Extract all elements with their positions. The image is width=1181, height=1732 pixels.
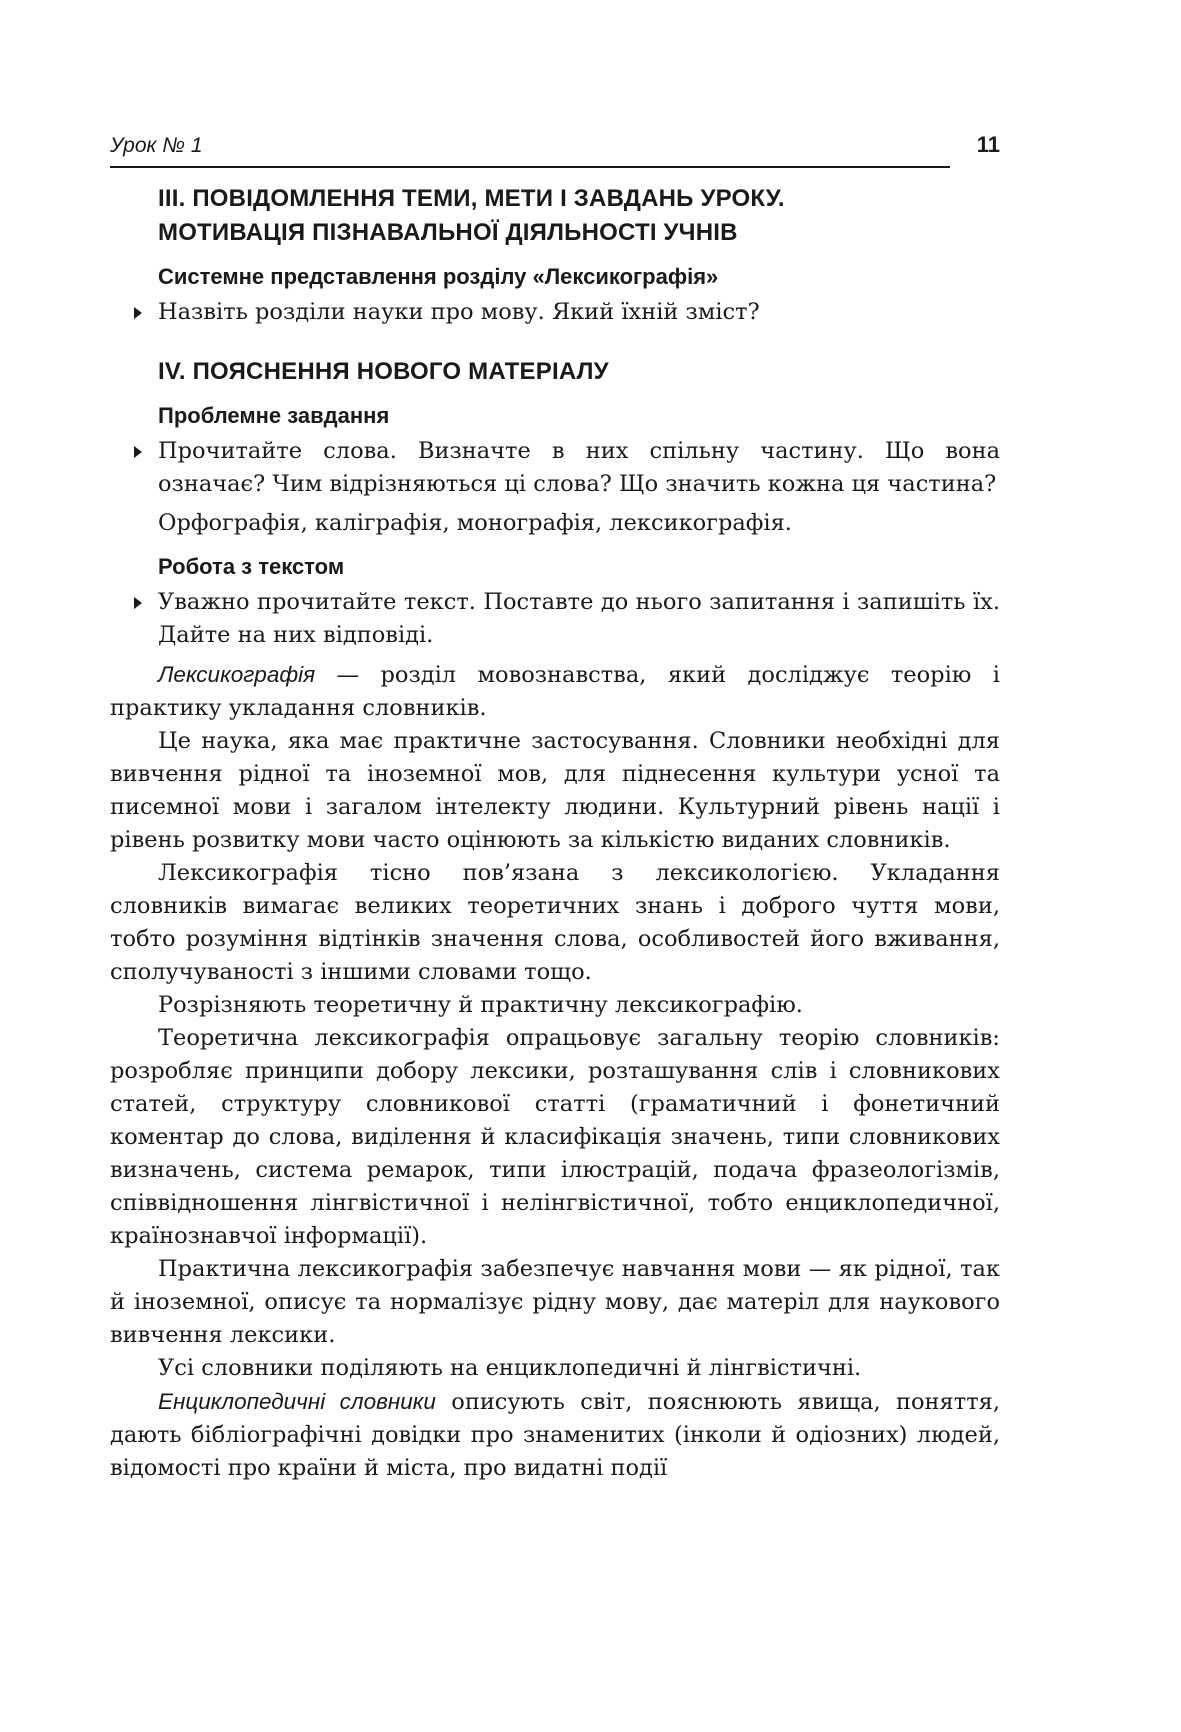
page-number: 11 (976, 132, 1000, 157)
section-3-heading (158, 182, 1000, 250)
paragraph: Усі словники поділяють на енциклопедичні й лінгвістичні. (158, 1355, 862, 1381)
triangle-bullet-icon (134, 597, 142, 609)
paragraph: Лексикографія тісно пов’язана з лексикологією. Укладання словників вимагає великих теоретичних знань і доброго чуття мови, тобто розуміння відтінків значення слова, особливостей його вживання, сполучуваності з іншими словами тощо. (110, 860, 1000, 985)
page-content (110, 182, 1000, 1485)
word-list: Орфографія, каліграфія, монографія, лексикографія. (158, 510, 792, 536)
task-text: Назвіть розділи науки про мову. Який їхній зміст? (158, 299, 760, 325)
task-item (110, 296, 1000, 329)
section-3-subheading: Системне представлення розділу «Лексикографія» (158, 264, 719, 289)
paragraph: Розрізняють теоретичну й практичну лексикографію. (158, 992, 803, 1018)
header-rule (110, 166, 950, 168)
term-italic: Лексикографія (158, 662, 316, 687)
running-head (110, 128, 1000, 168)
task-item (110, 435, 1000, 501)
section-3-heading-line-2: МОТИВАЦІЯ ПІЗНАВАЛЬНОЇ ДІЯЛЬНОСТІ УЧНІВ (158, 219, 738, 246)
paragraph: Це наука, яка має практичне застосування. Словники необхідні для вивчення рідної та іноземної мов, для піднесення культури усної та писемної мови і загалом інтелекту людини. Культурний рівень нації і рівень розвитку мови часто оцінюють за кількістю виданих словників. (110, 728, 1000, 853)
text-work-subheading: Робота з текстом (158, 554, 345, 579)
problem-task-subheading: Проблемне завдання (158, 403, 390, 428)
paragraph (110, 1385, 1000, 1485)
running-title: Урок № 1 (110, 134, 203, 157)
paragraph (110, 658, 1000, 725)
paragraph-text: — розділ мовознавства, який досліджує теорію і практику укладання словників. (110, 662, 1000, 721)
paragraph: Практична лексикографія забезпечує навчання мови — як рідної, так й іноземної, описує та нормалізує рідну мову, дає матеріл для наукового вивчення лексики. (110, 1256, 1000, 1348)
triangle-bullet-icon (134, 446, 142, 458)
task-text: Прочитайте слова. Визначте в них спільну частину. Що вона означає? Чим відрізняються ці слова? Що значить кожна ця частина? (158, 438, 1000, 497)
triangle-bullet-icon (134, 307, 142, 319)
paragraph: Теоретична лексикографія опрацьовує загальну теорію словників: розробляє принципи добору лексики, розташування слів і словникових статей, структуру словникової статті (граматичний і фонетичний коментар до слова, виділення й класифікація значень, типи словникових визначень, система ремарок, типи ілюстрацій, подача фразеологізмів, співвідношення лінгвістичної і нелінгвістичної, тобто енциклопедичної, країнознавчої інформації). (110, 1025, 1000, 1249)
section-3-heading-line-1: III. ПОВІДОМЛЕННЯ ТЕМИ, МЕТИ І ЗАВДАНЬ УРОКУ. (158, 185, 785, 212)
term-italic: Енциклопедичні словники (158, 1389, 436, 1414)
section-4-heading: IV. ПОЯСНЕННЯ НОВОГО МАТЕРІАЛУ (158, 358, 609, 385)
task-item (110, 586, 1000, 652)
paragraph-text: описують світ, пояснюють явища, поняття, дають бібліографічні довідки про знаменитих (інколи й одіозних) людей, відомості про країни й міста, про видатні події (110, 1389, 1000, 1481)
book-page (110, 0, 1000, 1732)
task-text: Уважно прочитайте текст. Поставте до нього запитання і запишіть їх. Дайте на них відповіді. (158, 589, 1000, 648)
